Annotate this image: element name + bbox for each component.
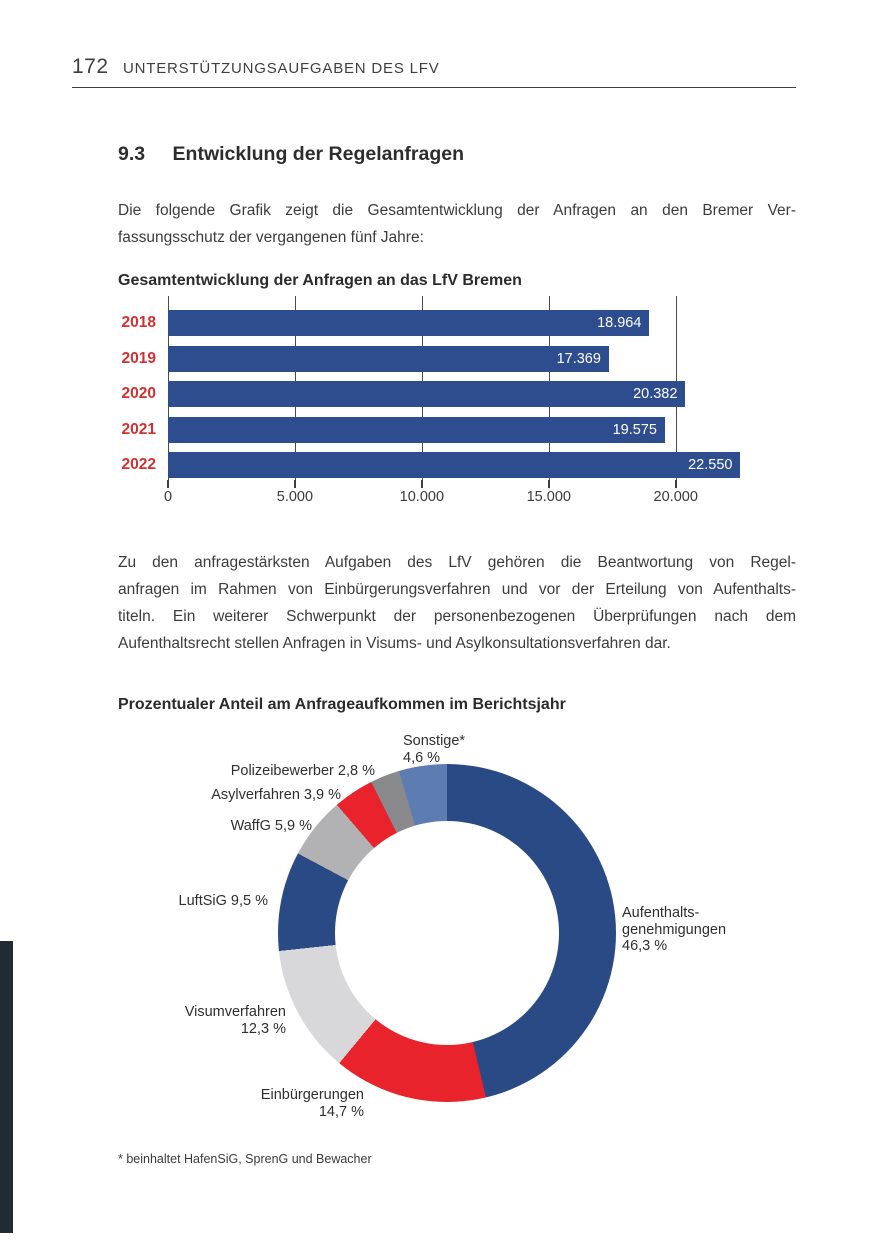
bar-value-label: 18.964 bbox=[597, 315, 642, 331]
bar-row bbox=[121, 452, 743, 478]
text-line: anfragen im Rahmen von Einbürgerungsverfahren und vor der Erteilung von Aufenthalts- bbox=[118, 581, 796, 598]
bar-value-label: 20.382 bbox=[633, 386, 678, 403]
bar-category-label: 2020 bbox=[121, 385, 156, 403]
page-number: 172 bbox=[72, 55, 109, 78]
bar bbox=[168, 452, 740, 478]
pie-label-line: 14,7 % bbox=[318, 1103, 364, 1120]
pie-label-luftsig bbox=[179, 893, 268, 910]
pie-label-polizeibewerber bbox=[231, 763, 375, 780]
pie-label-line: Visumverfahren bbox=[184, 1004, 286, 1020]
pie-label-aufenthaltsgenehmigungen bbox=[622, 905, 726, 955]
bar-category-label: 2022 bbox=[121, 456, 156, 474]
chapter-title: UNTERSTÜTZUNGSAUFGABEN DES LFV bbox=[123, 60, 440, 77]
axis-tick-label: 20.000 bbox=[653, 489, 698, 505]
axis-tick-label: 0 bbox=[163, 489, 173, 505]
bar-row bbox=[121, 346, 743, 372]
pie-label-einbuergerungen bbox=[261, 1087, 364, 1120]
pie-label-line: Polizeibewerber 2,8 % bbox=[230, 763, 375, 779]
bar-row bbox=[121, 310, 743, 336]
bar-chart bbox=[118, 296, 748, 511]
pie-label-asylverfahren bbox=[211, 787, 341, 804]
bar-category-label: 2018 bbox=[121, 314, 156, 331]
pie-label-line: 4,6 % bbox=[403, 749, 441, 766]
bar-value-label: 19.575 bbox=[612, 421, 657, 438]
section-title: Entwicklung der Regelanfragen bbox=[172, 143, 465, 165]
bar-plot bbox=[121, 296, 743, 480]
bar-value-label: 22.550 bbox=[688, 457, 733, 474]
axis-tick bbox=[167, 480, 169, 488]
bar-category-label: 2021 bbox=[121, 420, 156, 438]
intro-paragraph bbox=[118, 197, 796, 251]
pie-label-line: Einbürgerungen bbox=[260, 1087, 364, 1103]
axis-tick bbox=[421, 480, 423, 488]
footnote: * beinhaltet HafenSiG, SprenG und Bewacher bbox=[118, 1152, 372, 1166]
chapter-side-tab bbox=[0, 941, 13, 1233]
axis-tick bbox=[294, 480, 296, 488]
bar-chart-title: Gesamtentwicklung der Anfragen an das LfV Bremen bbox=[118, 272, 522, 289]
pie-chart-title: Prozentualer Anteil am Anfrageaufkommen im Berichtsjahr bbox=[118, 696, 566, 713]
text-line: titeln. Ein weiterer Schwerpunkt der personenbezogenen Überprüfungen nach dem bbox=[118, 608, 796, 625]
axis-tick-label: 10.000 bbox=[399, 489, 445, 505]
bar-value-label: 17.369 bbox=[556, 350, 601, 367]
header-rule bbox=[72, 87, 796, 88]
body-paragraph bbox=[118, 549, 796, 657]
axis-tick-label: 5.000 bbox=[276, 489, 314, 505]
axis-tick bbox=[548, 480, 550, 488]
text-line: Zu den anfragestärksten Aufgaben des LfV gehören die Beantwortung von Regel- bbox=[118, 554, 796, 571]
pie-label-line: WaffG 5,9 % bbox=[230, 818, 312, 834]
bar-row bbox=[121, 381, 743, 407]
pie-label-line: genehmigungen bbox=[622, 921, 727, 938]
bar bbox=[168, 310, 649, 336]
bar-category-label: 2019 bbox=[121, 349, 156, 367]
pie-label-line: 12,3 % bbox=[240, 1020, 286, 1037]
pie-label-visumverfahren bbox=[185, 1004, 286, 1037]
donut-chart bbox=[278, 764, 616, 1102]
pie-label-waffg bbox=[231, 818, 312, 835]
pie-label-line: Sonstige* bbox=[403, 733, 466, 749]
axis-tick-label: 15.000 bbox=[526, 489, 571, 505]
axis-tick bbox=[675, 480, 677, 488]
bar-axis bbox=[163, 480, 743, 510]
pie-label-line: 46,3 % bbox=[622, 938, 668, 954]
text-line: fassungsschutz der vergangenen fünf Jahre: bbox=[118, 229, 424, 246]
section-number: 9.3 bbox=[118, 143, 146, 165]
bar bbox=[168, 346, 609, 372]
text-line: Aufenthaltsrecht stellen Anfragen in Visums- und Asylkonsultationsverfahren dar. bbox=[118, 635, 671, 652]
donut-hole bbox=[335, 821, 559, 1045]
pie-label-sonstige bbox=[403, 733, 465, 766]
bar bbox=[168, 381, 685, 407]
pie-label-line: LuftSiG 9,5 % bbox=[178, 893, 268, 909]
page-header bbox=[72, 55, 440, 79]
text-line: Die folgende Grafik zeigt die Gesamtentwicklung der Anfragen an den Bremer Ver- bbox=[118, 202, 796, 219]
section-heading bbox=[118, 143, 464, 166]
bar-row bbox=[121, 417, 743, 443]
bar bbox=[168, 417, 665, 443]
pie-label-line: Aufenthalts- bbox=[622, 905, 700, 921]
pie-label-line: Asylverfahren 3,9 % bbox=[211, 787, 341, 803]
